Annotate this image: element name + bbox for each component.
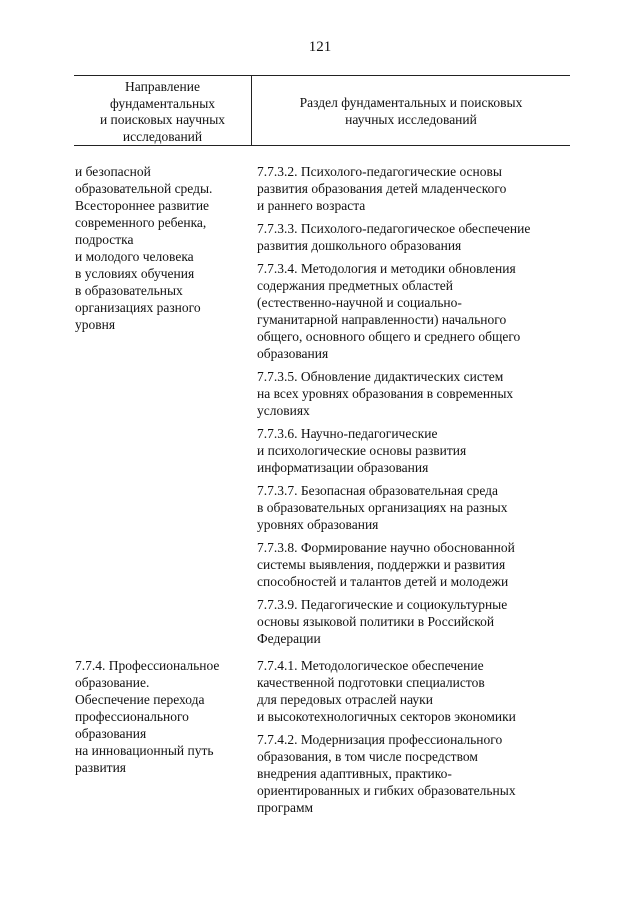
section-line: 7.7.3.2. Психолого-педагогические основы	[257, 164, 502, 179]
section-line: программ	[257, 800, 314, 815]
table-top-rule	[74, 75, 570, 76]
section-line: 7.7.3.7. Безопасная образовательная среда	[257, 483, 499, 498]
section-item-7-7-4-1	[257, 657, 577, 725]
section-line: основы языковой политики в Российской	[257, 614, 495, 629]
section-item-7-7-3-2	[257, 163, 577, 214]
header-direction-line: исследований	[122, 128, 203, 144]
section-item-7-7-3-3	[257, 220, 577, 254]
section-item-7-7-3-8	[257, 539, 577, 590]
header-section-line: Раздел фундаментальных и поисковых	[299, 95, 523, 110]
section-line: на всех уровнях образования в современных	[257, 386, 514, 401]
direction-line: образование.	[75, 675, 150, 690]
section-line: системы выявления, поддержки и развития	[257, 557, 506, 572]
section-line: информатизации образования	[257, 460, 429, 475]
section-line: 7.7.4.2. Модернизация профессионального	[257, 732, 503, 747]
section-line: и психологические основы развития	[257, 443, 467, 458]
page-number: 121	[308, 39, 332, 55]
section-line: 7.7.3.6. Научно-педагогические	[257, 426, 438, 441]
header-direction-line: и поисковых научных	[99, 112, 226, 127]
header-direction-line: фундаментальных	[109, 95, 216, 111]
section-item-7-7-4-2	[257, 731, 577, 816]
direction-cell-1	[75, 163, 255, 333]
direction-line: современного ребенка,	[75, 215, 207, 230]
direction-cell-2	[75, 657, 255, 776]
section-line: 7.7.3.5. Обновление дидактических систем	[257, 369, 504, 384]
section-line: качественной подготовки специалистов	[257, 675, 485, 690]
direction-line: и молодого человека	[75, 249, 194, 264]
section-line: (естественно-научной и социально-	[257, 295, 462, 310]
section-line: уровнях образования	[257, 517, 379, 532]
section-item-7-7-3-9	[257, 596, 577, 647]
section-cell-1	[257, 163, 577, 653]
direction-line: и безопасной	[75, 164, 151, 179]
section-line: и высокотехнологичных секторов экономики	[257, 709, 516, 724]
section-line: ориентированных и гибких образовательных	[257, 783, 516, 798]
section-line: способностей и талантов детей и молодежи	[257, 574, 509, 589]
direction-line: образования	[75, 726, 147, 741]
direction-line: подростка	[75, 232, 134, 247]
direction-line: Всестороннее развитие	[75, 198, 210, 213]
section-item-7-7-3-7	[257, 482, 577, 533]
direction-line: в образовательных	[75, 283, 183, 298]
section-line: Федерации	[257, 631, 321, 646]
direction-line: образовательной среды.	[75, 181, 213, 196]
section-line: 7.7.3.8. Формирование научно обоснованной	[257, 540, 515, 555]
section-line: внедрения адаптивных, практико-	[257, 766, 452, 781]
section-item-7-7-3-5	[257, 368, 577, 419]
header-section	[252, 95, 570, 128]
section-cell-2	[257, 657, 577, 822]
section-line: в образовательных организациях на разных	[257, 500, 508, 515]
section-line: и раннего возраста	[257, 198, 366, 213]
section-line: 7.7.3.9. Педагогические и социокультурные	[257, 597, 508, 612]
direction-line: на инновационный путь	[75, 743, 214, 758]
section-line: общего, основного общего и среднего общего	[257, 329, 521, 344]
section-item-7-7-3-4	[257, 260, 577, 362]
direction-line: профессионального	[75, 709, 189, 724]
section-line: образования	[257, 346, 329, 361]
section-line: для передовых отраслей науки	[257, 692, 433, 707]
section-line: условиях	[257, 403, 310, 418]
section-line: образования, в том числе посредством	[257, 749, 478, 764]
section-line: 7.7.3.4. Методология и методики обновления	[257, 261, 516, 276]
header-bottom-rule	[74, 145, 570, 146]
direction-line: уровня	[75, 317, 116, 332]
direction-line: развития	[75, 760, 127, 775]
section-line: развития образования детей младенческого	[257, 181, 507, 196]
direction-line: 7.7.4. Профессиональное	[75, 658, 220, 673]
section-line: содержания предметных областей	[257, 278, 453, 293]
header-direction	[74, 79, 251, 145]
direction-line: Обеспечение перехода	[75, 692, 205, 707]
header-direction-line: Направление	[125, 79, 200, 94]
section-line: гуманитарной направленности) начального	[257, 312, 507, 327]
direction-line: в условиях обучения	[75, 266, 195, 281]
section-item-7-7-3-6	[257, 425, 577, 476]
direction-line: организациях разного	[75, 300, 201, 315]
section-line: развития дошкольного образования	[257, 238, 462, 253]
section-line: 7.7.4.1. Методологическое обеспечение	[257, 658, 484, 673]
header-section-line: научных исследований	[345, 111, 477, 127]
section-line: 7.7.3.3. Психолого-педагогическое обеспечение	[257, 221, 531, 236]
